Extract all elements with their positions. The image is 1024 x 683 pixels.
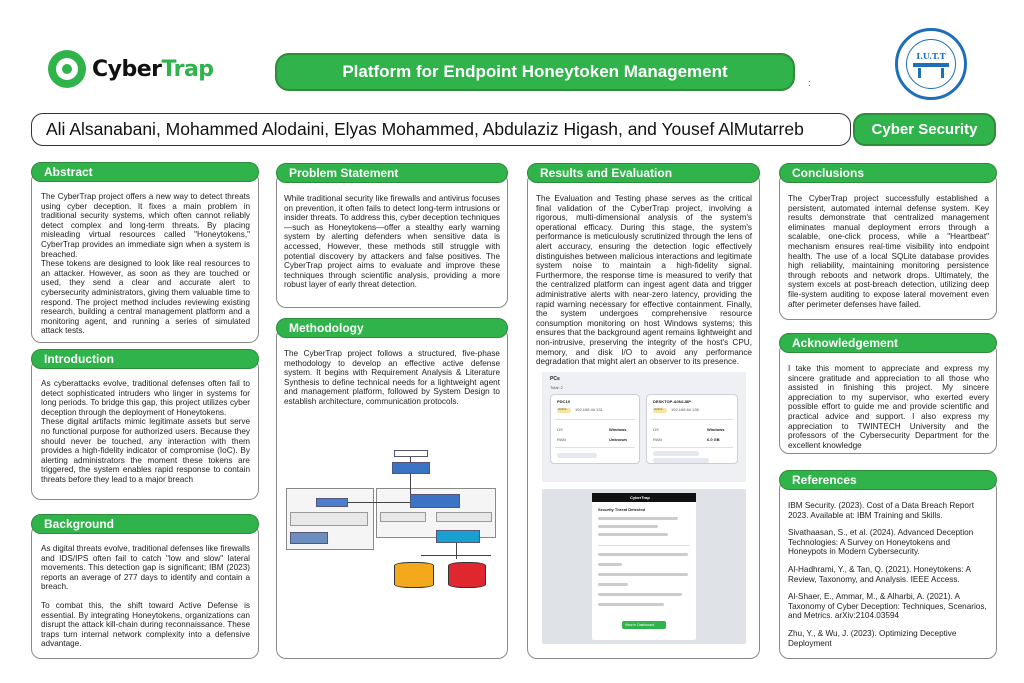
introduction-body bbox=[41, 379, 250, 485]
university-seal-icon bbox=[895, 28, 967, 100]
pc2-ip: 192.168.64.136 bbox=[671, 407, 699, 412]
methodology-paragraph-1: The CyberTrap project follows a structured, five-phase methodology to develop an effective active defense system. It begins with Requirement Analysis & Literature Synthesis to define technical needs for a lightweight agent and management platform, followed by System Design to establish architecture, communication protocols. bbox=[284, 349, 500, 406]
poster-title-box bbox=[275, 53, 795, 91]
background-heading bbox=[31, 514, 259, 534]
pc1-status-text: Online bbox=[558, 407, 567, 411]
methodology-title: Methodology bbox=[289, 321, 364, 335]
university-seal-text: I.U.T.T bbox=[916, 50, 946, 61]
diagram-node-notify bbox=[436, 530, 480, 543]
abstract-heading bbox=[31, 162, 259, 182]
references-list bbox=[788, 501, 989, 656]
pc2-os-value: Windows bbox=[707, 427, 725, 432]
logo-text-cyber: Cyber bbox=[92, 56, 162, 82]
pcs-title: PCs bbox=[550, 376, 560, 382]
authors-box bbox=[31, 113, 851, 146]
department-badge bbox=[853, 113, 996, 146]
abstract-paragraph-1: The CyberTrap project offers a new way to detect threats using cyber deception. It fixes a main problem in traditional security systems, which often cannot reliably detect complex and long-term threats. By placing misleading virtual resources called "Honeytokens," CyberTrap provides an immediate sign when a system is breached. bbox=[41, 192, 250, 259]
problem-paragraph-1: While traditional security like firewalls and antivirus focuses on prevention, it often fails to detect long-term intrusions or insider threats. To address this, cyber deception techniques—such as Honeytokens—offer a stealthy early warning system by alerting defenders when sensitive data is accessed, However, these methods still struggle with potential discovery by attackers and false positives. The CyberTrap project aims to evaluate and improve these techniques through scientific analysis, providing a more robust layer of early threat detection. bbox=[284, 194, 500, 290]
references-title: References bbox=[792, 473, 857, 487]
logo-text-trap: Trap bbox=[161, 56, 214, 82]
pc2-name: DESKTOP-A0N1J8P bbox=[653, 399, 691, 404]
acknowledgement-body bbox=[788, 364, 989, 450]
pcs-dashboard-screenshot bbox=[542, 372, 746, 482]
conclusions-paragraph-1: The CyberTrap project successfully established a persistent, automated internal defense system. Key results demonstrate that centralized management eliminates manual deployment errors through a scalable, one-click process, while a "Heartbeat" mechanism ensures real-time visibility into endpoint health. The use of a local SQLite database provides high reliability, maintaining monitoring persistence through reboots and network drops. Ultimately, the system excels at post-breach detection, utilizing deep file-system auditing to expose lateral movement even after perimeter defenses have failed. bbox=[788, 194, 989, 309]
abstract-title: Abstract bbox=[44, 165, 93, 179]
conclusions-title: Conclusions bbox=[792, 166, 865, 180]
authors-list: Ali Alsanabani, Mohammed Alodaini, Elyas Mohammed, Abdulaziz Higash, and Yousef AlMutarreb bbox=[46, 119, 804, 139]
diagram-node-agent bbox=[316, 498, 348, 507]
results-body bbox=[536, 194, 752, 367]
diagram-node-platform bbox=[392, 462, 430, 474]
diagram-node-monitor bbox=[290, 512, 368, 526]
references-heading bbox=[779, 470, 997, 490]
alert-email-title: Security Threat Detected bbox=[598, 507, 646, 512]
pc-card-1[interactable] bbox=[550, 394, 640, 464]
poster-title: Platform for Endpoint Honeytoken Management bbox=[342, 62, 728, 81]
introduction-heading bbox=[31, 349, 259, 369]
cybertrap-logo bbox=[48, 44, 228, 94]
background-body bbox=[41, 544, 250, 649]
introduction-paragraph-2: These digital artifacts mimic legitimate assets but serve no functional purpose for authorized users. Because they should never be touched, any interaction with them provides a high-fidelity indicator of compromise (IoC). By alerting administrators the moment these tokens are triggered, the system enables rapid response to contain threats before they lead to a major breach bbox=[41, 417, 250, 484]
acknowledgement-heading bbox=[779, 333, 997, 353]
department-label: Cyber Security bbox=[871, 121, 978, 138]
stray-colon: : bbox=[808, 78, 811, 88]
pc2-os-label: OS bbox=[653, 427, 659, 432]
background-title: Background bbox=[44, 517, 115, 531]
pc1-name: PDC19 bbox=[557, 399, 570, 404]
results-title: Results and Evaluation bbox=[540, 166, 673, 180]
pc2-status-text: Online bbox=[654, 407, 663, 411]
problem-heading bbox=[276, 163, 508, 183]
results-paragraph-1: The Evaluation and Testing phase serves as the critical final validation of the CyberTrap project, involving a rigorous, multi-dimensional analysis of the system's operational efficacy. During this stage, the system's performance is meticulously scrutinized through the lens of alert accuracy, ensuring the detection logic effectively distinguishes between malicious interactions and legitimate system noise to maintain a high-fidelity signal. Furthermore, the response time is measured to verify that the centralized platform can ingest agent data and trigger administrative alerts with near-zero latency, providing the rapid warning necessary for effective containment. Finally, the system undergoes comprehensive resource consumption monitoring on host Windows systems; this ensures that the background agent remains lightweight and non-intrusive, preserving the integrity of the host's CPU, memory, and disk I/O to avoid any performance degradation that might alert an observer to its presence. bbox=[536, 194, 752, 367]
introduction-title: Introduction bbox=[44, 352, 114, 366]
introduction-paragraph-1: As cyberattacks evolve, traditional defenses often fail to detect sophisticated intruders who linger in systems for long periods. To bridge this gap, this project utilizes cyber deception through the deployment of Honeytokens. bbox=[41, 379, 250, 417]
pc2-ram-value: 6.0 GB bbox=[707, 437, 720, 442]
reference-item: Zhu, Y., & Wu, J. (2023). Optimizing Deceptive Deployment bbox=[788, 628, 957, 648]
background-paragraph-1: As digital threats evolve, traditional defenses like firewalls and IDS/IPS often fail to catch "low and slow" lateral movements. This detection gap is significant; IBM (2023) reports an average of 277 days to identify and contain a breach. bbox=[41, 544, 250, 592]
diagram-database-2 bbox=[448, 562, 486, 588]
diagram-database-1 bbox=[394, 562, 434, 588]
alert-email-logo: CyberTrap bbox=[630, 495, 650, 500]
reference-item: Al-Shaer, E., Ammar, M., & Alharbi, A. (2021). A Taxonomy of Cyber Deception: Techniques, Scenarios, and Metrics. arXiv:2104.03594 bbox=[788, 592, 987, 621]
pc1-os-label: OS bbox=[557, 427, 563, 432]
methodology-body bbox=[284, 349, 500, 407]
problem-body bbox=[284, 194, 500, 290]
architecture-diagram bbox=[286, 450, 500, 600]
problem-title: Problem Statement bbox=[289, 166, 399, 180]
acknowledgement-title: Acknowledgement bbox=[792, 336, 899, 350]
reference-item: IBM Security. (2023). Cost of a Data Breach Report 2023. Available at: IBM Training and Skills. bbox=[788, 501, 974, 520]
acknowledgement-paragraph-1: I take this moment to appreciate and express my sincere gratitude and appreciation to all those who assisted in finishing this project. My sincere appreciation to my supervisor, who exerted every possible effort to guide me and provide scientific and practical advice and support. I also express my appreciation to TWINTECH University and the professors of the Cybersecurity Department for the excellent knowledge bbox=[788, 364, 989, 450]
abstract-body bbox=[41, 192, 250, 336]
pc1-ram-value: Unknown bbox=[609, 437, 627, 442]
reference-item: Sivathaasan, S., et al. (2024). Advanced Deception Technologies: A Survey on Honeytokens and Honeypots in Modern Cybersecurity. bbox=[788, 528, 974, 557]
abstract-paragraph-2: These tokens are designed to look like real resources to an attacker. However, as soon as they are touched or used, they send a clear and accurate alert to cybersecurity administrators, giving them valuable time to respond. The project method includes reviewing existing research, building a central management platform and a monitoring agent, and running a series of simulated attack tests. bbox=[41, 259, 250, 336]
pcs-total: Total: 2 bbox=[550, 385, 563, 390]
pc1-ram-label: RAM bbox=[557, 437, 566, 442]
target-icon bbox=[48, 50, 86, 88]
conclusions-heading bbox=[779, 163, 997, 183]
results-heading bbox=[527, 163, 760, 183]
diagram-node-alert bbox=[436, 512, 492, 522]
pc1-ip: 192.168.44.131 bbox=[575, 407, 603, 412]
alert-email-card bbox=[592, 493, 696, 640]
view-dashboard-label: View in Dashboard bbox=[625, 623, 655, 627]
alert-email-screenshot bbox=[542, 489, 746, 644]
pc1-os-value: Windows bbox=[609, 427, 627, 432]
logo-text bbox=[92, 57, 214, 82]
diagram-node-local-db bbox=[290, 532, 328, 544]
reference-item: Al-Hadhrami, Y., & Tan, Q. (2021). Honeytokens: A Review, Taxonomy, and Analysis. IEEE Access. bbox=[788, 564, 971, 584]
diagram-node-top bbox=[394, 450, 428, 457]
pc-card-2[interactable] bbox=[646, 394, 738, 464]
background-paragraph-2: To combat this, the shift toward Active Defense is essential. By integrating Honeytokens, organizations can disrupt the attack kill-chain during reconnaissance. These traps turn internal network complexity into a defensive advantage. bbox=[41, 600, 250, 649]
methodology-heading bbox=[276, 318, 508, 338]
conclusions-body bbox=[788, 194, 989, 309]
diagram-node-api bbox=[410, 494, 460, 508]
pc2-ram-label: RAM bbox=[653, 437, 662, 442]
diagram-node-auth bbox=[380, 512, 426, 522]
